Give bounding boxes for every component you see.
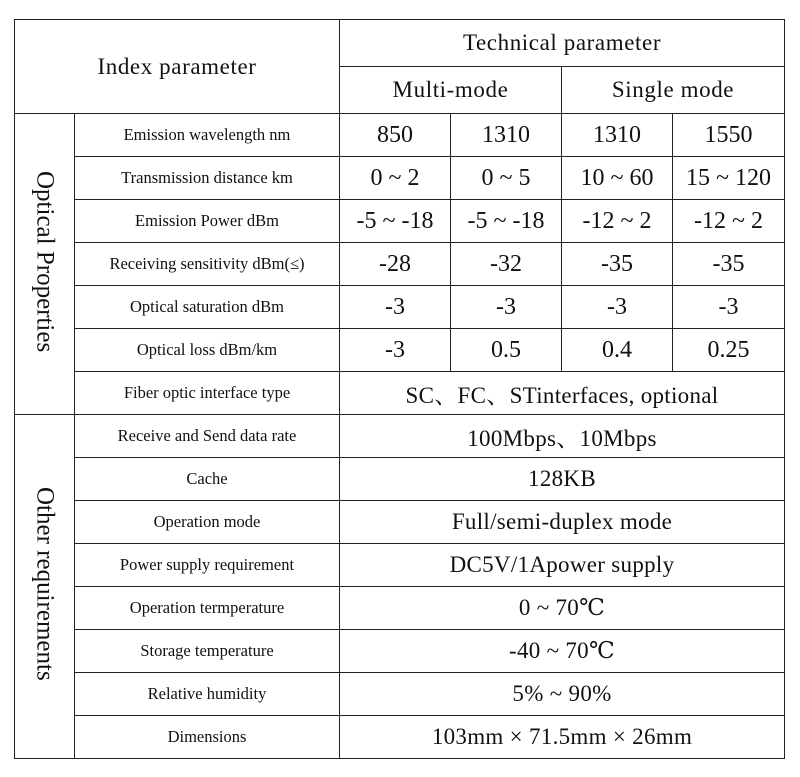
value-cell: -5 ~ -18 [340,200,451,243]
index-parameter-header: Index parameter [15,20,340,114]
value-cell: 1550 [673,114,785,157]
table-row [15,329,785,372]
parameter-label: Fiber optic interface type [75,372,340,415]
technical-parameter-header: Technical parameter [340,20,785,67]
value-cell: -3 [562,286,673,329]
value-cell: -12 ~ 2 [673,200,785,243]
parameter-label: Optical saturation dBm [75,286,340,329]
parameter-label: Storage temperature [75,630,340,673]
value-cell: -3 [340,286,451,329]
value-cell: 15 ~ 120 [673,157,785,200]
other-requirements-group-label: Other requirements [31,487,59,681]
parameter-label: Receive and Send data rate [75,415,340,458]
value-cell: 0 ~ 5 [451,157,562,200]
value-cell: 850 [340,114,451,157]
multi-mode-header: Multi-mode [340,67,562,114]
parameter-label: Operation termperature [75,587,340,630]
value-cell: Full/semi-duplex mode [340,501,785,544]
table-row [15,458,785,501]
single-mode-header: Single mode [562,67,785,114]
value-cell: 5% ~ 90% [340,673,785,716]
table-row [15,372,785,415]
value-cell: -40 ~ 70℃ [340,630,785,673]
value-cell: 103mm × 71.5mm × 26mm [340,716,785,759]
parameter-label: Transmission distance km [75,157,340,200]
other-requirements-group [15,415,75,759]
table-row [15,415,785,458]
parameter-label: Power supply requirement [75,544,340,587]
parameter-label: Receiving sensitivity dBm(≤) [75,243,340,286]
value-cell: 0 ~ 70℃ [340,587,785,630]
value-cell: -35 [673,243,785,286]
value-cell: -32 [451,243,562,286]
value-cell: -3 [673,286,785,329]
table-row [15,587,785,630]
table-row [15,630,785,673]
value-cell: 1310 [451,114,562,157]
table-row [15,716,785,759]
value-cell: 1310 [562,114,673,157]
parameter-label: Optical loss dBm/km [75,329,340,372]
parameter-label: Cache [75,458,340,501]
header-row [15,20,785,67]
value-cell: -3 [451,286,562,329]
value-cell: 0.25 [673,329,785,372]
optical-properties-group-label: Optical Properties [31,170,59,353]
value-cell: 128KB [340,458,785,501]
table-row [15,544,785,587]
table-row [15,286,785,329]
value-cell: -3 [340,329,451,372]
parameter-label: Emission Power dBm [75,200,340,243]
value-cell: -12 ~ 2 [562,200,673,243]
parameter-label: Emission wavelength nm [75,114,340,157]
value-cell: -5 ~ -18 [451,200,562,243]
table-row [15,114,785,157]
table-row [15,501,785,544]
table-row [15,673,785,716]
value-cell: -35 [562,243,673,286]
specification-table [14,19,785,759]
value-cell: 10 ~ 60 [562,157,673,200]
parameter-label: Relative humidity [75,673,340,716]
parameter-label: Operation mode [75,501,340,544]
value-cell: 0 ~ 2 [340,157,451,200]
parameter-label: Dimensions [75,716,340,759]
value-cell: DC5V/1Apower supply [340,544,785,587]
table-row [15,243,785,286]
value-cell: SC、FC、STinterfaces, optional [340,372,785,415]
value-cell: -28 [340,243,451,286]
value-cell: 100Mbps、10Mbps [340,415,785,458]
value-cell: 0.4 [562,329,673,372]
table-row [15,157,785,200]
table-row [15,200,785,243]
optical-properties-group [15,114,75,415]
value-cell: 0.5 [451,329,562,372]
